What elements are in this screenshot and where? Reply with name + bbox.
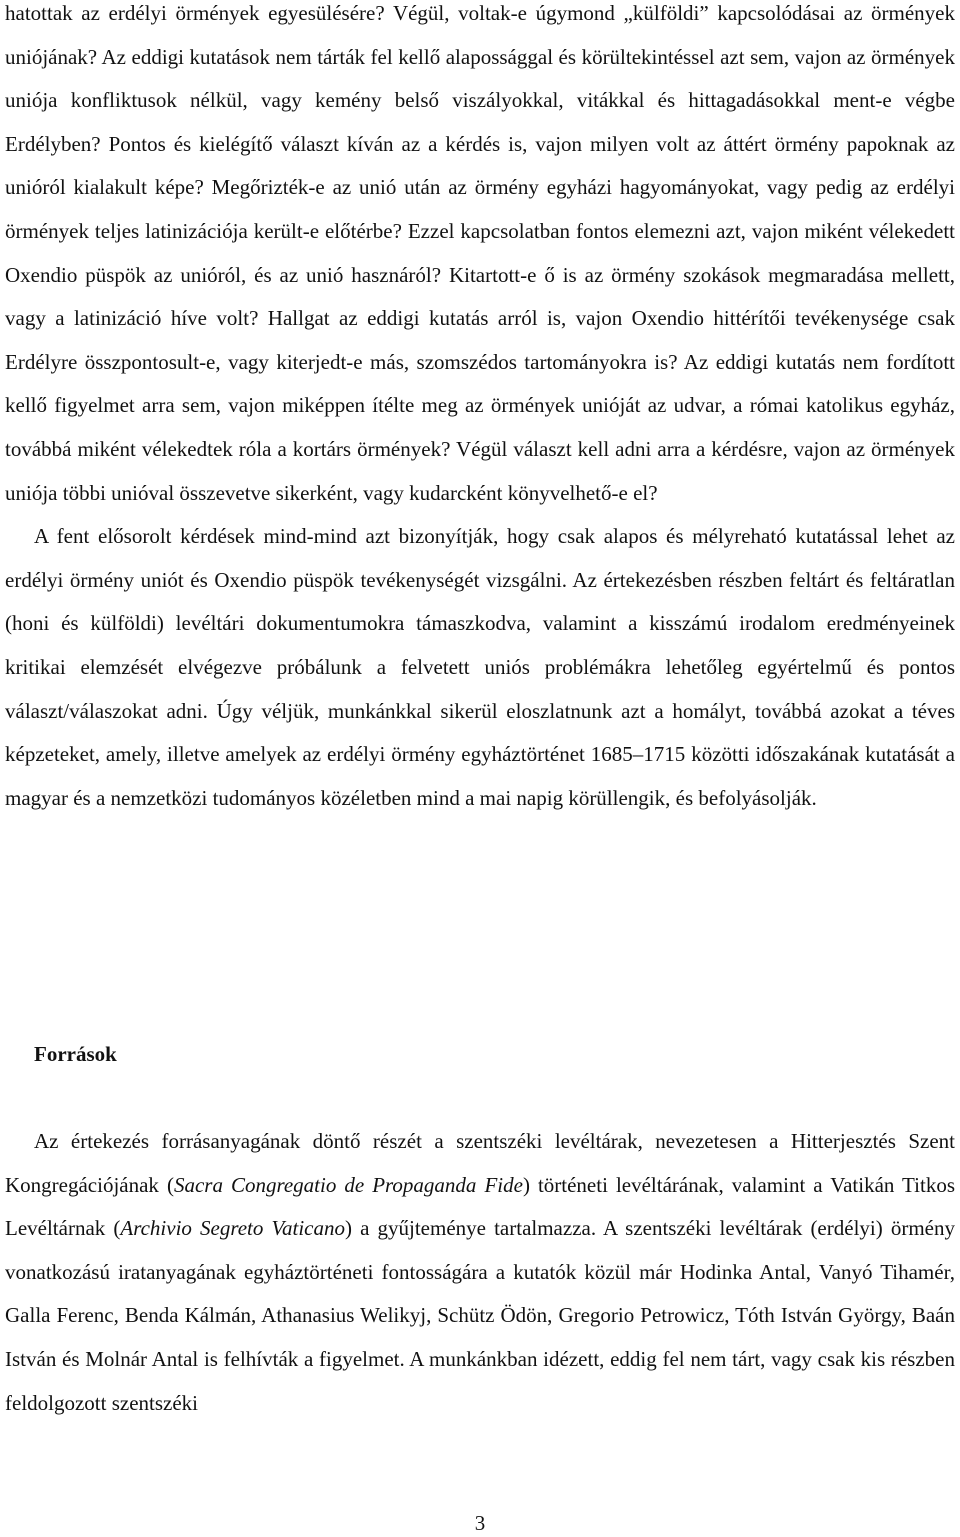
sources-latin-archivio-vaticano: Archivio Segreto Vaticano xyxy=(120,1216,345,1241)
paragraph-sources xyxy=(5,1120,955,1425)
section-heading-sources: Források xyxy=(34,1042,117,1066)
paragraph-research-questions: hatottak az erdélyi örmények egyesülésére? Végül, voltak-e úgymond „külföldi” kapcsolódásai az örmények uniójának? Az eddigi kutatások nem tárták fel kellő alapossággal és körültekintéssel azt sem, vajon az örmények uniója konfliktusok nélkül, vagy kemény belső viszályokkal, vitákkal és hittagadásokkal ment-e végbe Erdélyben? Pontos és kielégítő választ kíván az a kérdés is, vajon milyen volt az áttért örmény papoknak az unióról kialakult képe? Megőrizték-e az unió után az örmény egyházi hagyományokat, vagy pedig az erdélyi örmények teljes latinizációja került-e előtérbe? Ezzel kapcsolatban fontos elemezni azt, vajon miként vélekedett Oxendio püspök az unióról, és az unió hasznáról? Kitartott-e ő is az örmény szokások megmaradása mellett, vagy a latinizáció híve volt? Hallgat az eddigi kutatás arról is, vajon Oxendio hittérítői tevékenysége csak Erdélyre összpontosult-e, vagy kiterjedt-e más, szomszédos tartományokra is? Az eddigi kutatás nem fordított kellő figyelmet arra sem, vajon miképpen ítélte meg az örmények unióját az udvar, a római katolikus egyház, továbbá miként vélekedtek róla a kortárs örmények? Végül választ kell adni arra a kérdésre, vajon az örmények uniója többi unióval összevetve sikerként, vagy kudarcként könyvelhető-e el? xyxy=(5,1,955,505)
sources-text-1: Az értekezés forrásanyagának döntő részét a szentszéki levéltárak, nevezetesen a Hitterjesztés Szent Kongregációjának ( xyxy=(5,1129,955,1197)
page-number: 3 xyxy=(474,1511,486,1535)
sources-text-2: ) történeti levéltárának, valamint a Vatikán Titkos Levéltárnak ( xyxy=(5,1172,955,1241)
paragraph-research-aims: A fent elősorolt kérdések mind-mind azt bizonyítják, hogy csak alapos és mélyreható kutatással lehet az erdélyi örmény uniót és Oxendio püspök tevékenységét vizsgálni. Az értekezésben részben feltárt és feltáratlan (honi és külföldi) levéltári dokumentumokra támaszkodva, valamint a kisszámú irodalom eredményeinek kritikai elemzését elvégezve próbálunk a felvetett uniós problémákra lehetőleg egyértelmű és pontos választ/válaszokat adni. Úgy véljük, munkánkkal sikerül eloszlatnunk azt a homályt, továbbá azokat a téves képzeteket, amely, illetve amelyek az erdélyi örmény egyháztörténet 1685–1715 közötti időszakának kutatását a magyar és a nemzetközi tudományos közéletben mind a mai napig körüllengik, és befolyásolják. xyxy=(5,524,955,810)
body-text xyxy=(5,0,955,820)
sources-latin-propaganda-fide: Sacra Congregatio de Propaganda Fide xyxy=(173,1172,523,1197)
sources-text-3: ) a gyűjteménye tartalmazza. A szentszéki levéltárak (erdélyi) örmény vonatkozású iratanyagának egyháztörténeti fontosságára a kutatók közül már Hodinka Antal, Vanyó Tihamér, Galla Ferenc, Benda Kálmán, Athanasius Welikyj, Schütz Ödön, Gregorio Petrowicz, Tóth István György, Baán István és Molnár Antal is felhívták a figyelmet. A munkánkban idézett, eddig fel nem tárt, vagy csak kis részben feldolgozott szentszéki xyxy=(5,1216,955,1415)
sources-section xyxy=(5,1120,955,1425)
